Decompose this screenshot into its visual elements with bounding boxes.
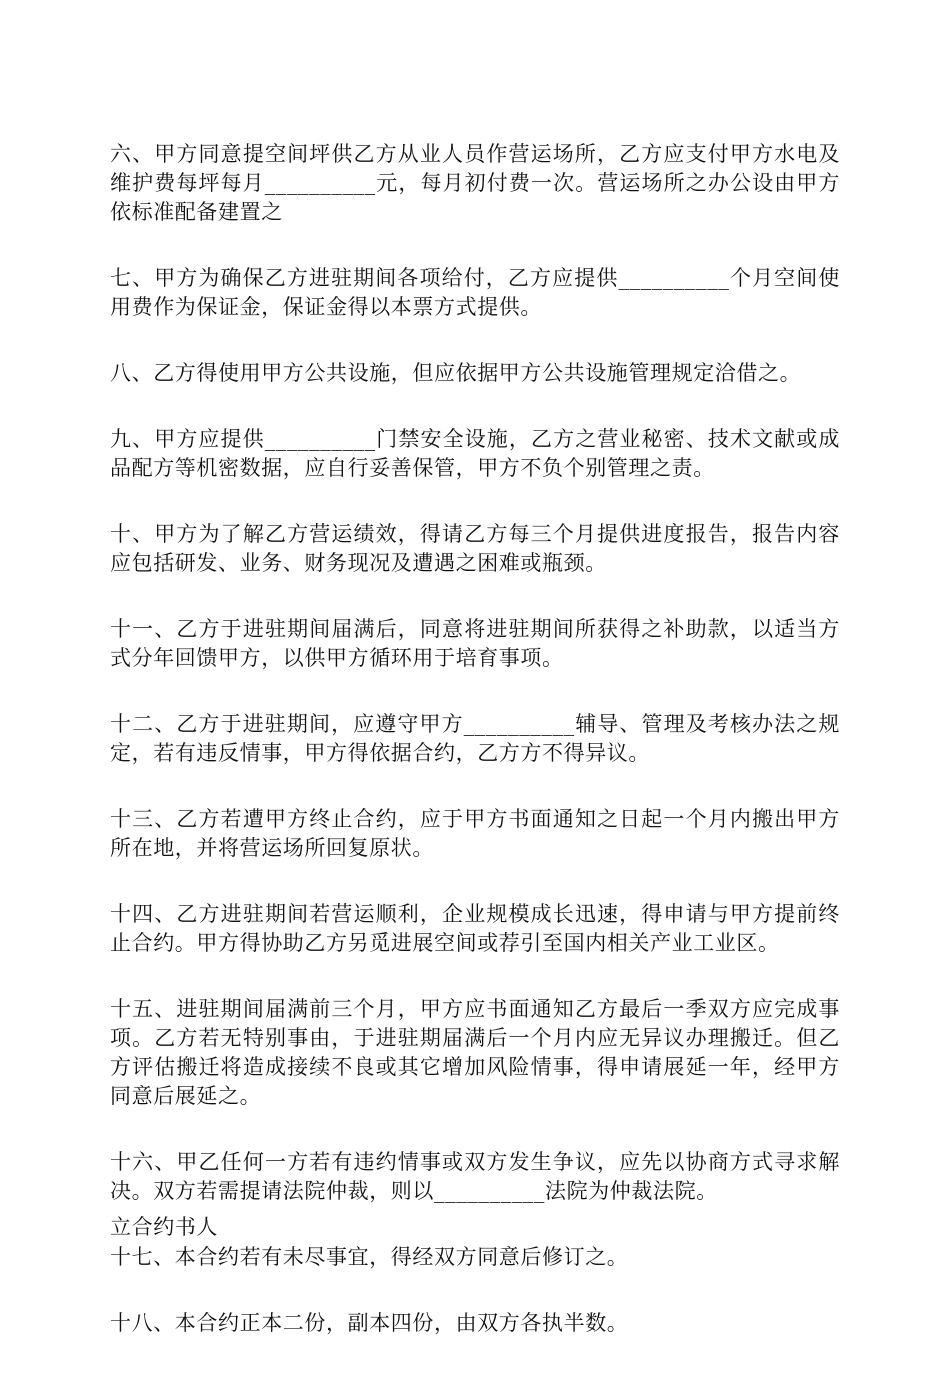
clause-15: 十五、进驻期间届满前三个月，甲方应书面通知乙方最后一季双方应完成事项。乙方若无特别事由，于进驻期届满后一个月内应无异议办理搬迁。但乙方评估搬迁将造成接续不良或其它增加风险情事，得申请展延一年，经甲方同意后展延之。 (110, 997, 840, 1108)
clause-17: 十七、本合约若有未尽事宜，得经双方同意后修订之。 (110, 1245, 629, 1269)
clause-11: 十一、乙方于进驻期间届满后，同意将进驻期间所获得之补助款，以适当方式分年回馈甲方，以供甲方循环用于培育事项。 (110, 617, 840, 670)
clause-12: 十二、乙方于进驻期间，应遵守甲方__________辅导、管理及考核办法之规定，若有违反情事，甲方得依据合约，乙方方不得异议。 (110, 712, 840, 765)
clause-8: 八、乙方得使用甲方公共设施，但应依据甲方公共设施管理规定洽借之。 (110, 361, 802, 385)
clause-16: 十六、甲乙任何一方若有违约情事或双方发生争议，应先以协商方式寻求解决。双方若需提请法院仲裁，则以__________法院为仲裁法院。 (110, 1150, 840, 1203)
clause-18: 十八、本合约正本二份，副本四份，由双方各执半数。 (110, 1311, 629, 1335)
signature-label: 立合约书人 (110, 1215, 218, 1239)
clause-10: 十、甲方为了解乙方营运绩效，得请乙方每三个月提供进度报告，报告内容应包括研发、业务、财务现况及遭遇之困难或瓶颈。 (110, 522, 840, 575)
clause-6: 六、甲方同意提空间坪供乙方从业人员作营运场所，乙方应支付甲方水电及维护费每坪每月__________元，每月初付费一次。营运场所之办公设由甲方依标准配备建置之 (110, 142, 840, 224)
clause-9: 九、甲方应提供__________门禁安全设施，乙方之营业秘密、技术文献或成品配方等机密数据，应自行妥善保管，甲方不负个别管理之责。 (110, 427, 840, 480)
clause-14: 十四、乙方进驻期间若营运顺利，企业规模成长迅速，得申请与甲方提前终止合约。甲方得协助乙方另觅进展空间或荐引至国内相关产业工业区。 (110, 902, 840, 955)
clause-13: 十三、乙方若遭甲方终止合约，应于甲方书面通知之日起一个月内搬出甲方所在地，并将营运场所回复原状。 (110, 807, 840, 860)
contract-body (110, 140, 840, 1375)
clause-7: 七、甲方为确保乙方进驻期间各项给付，乙方应提供__________个月空间使用费作为保证金，保证金得以本票方式提供。 (110, 266, 840, 319)
